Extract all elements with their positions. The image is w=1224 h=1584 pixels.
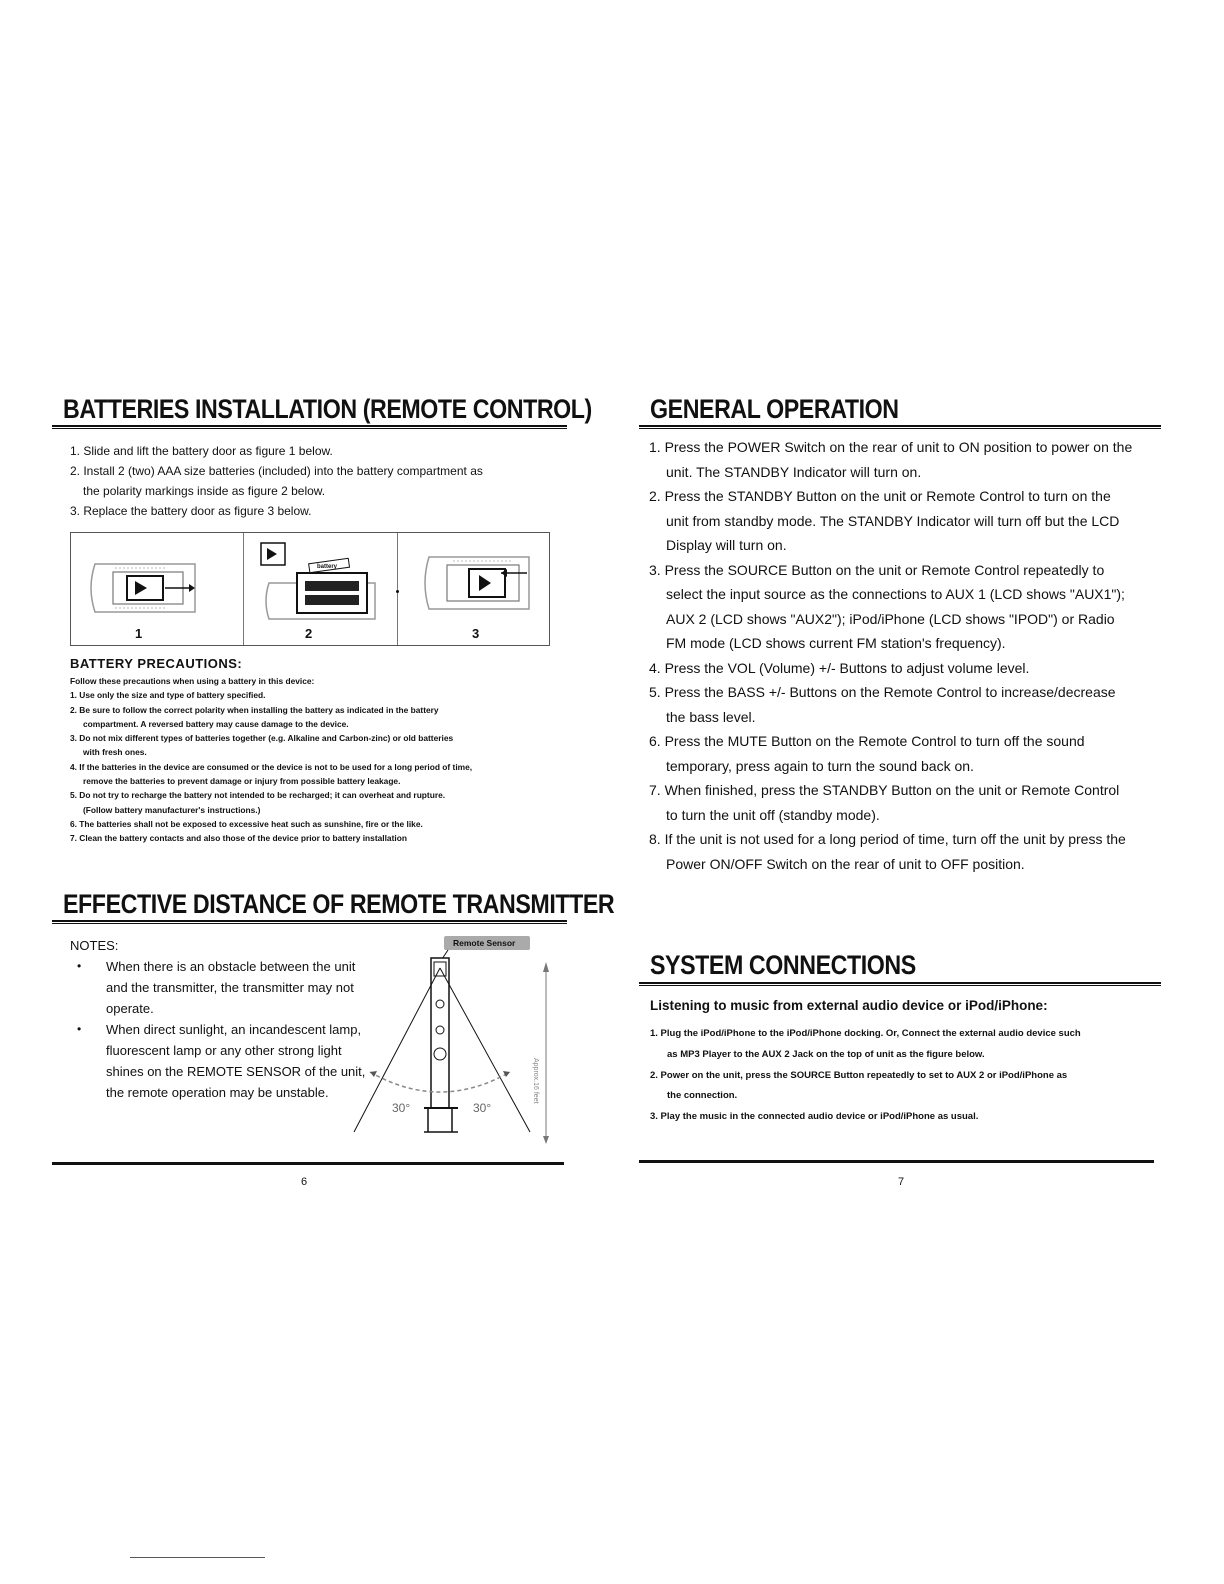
list-item: 2. Install 2 (two) AAA size batteries (included) into the battery compartment as (70, 464, 483, 478)
precautions-list (70, 674, 550, 846)
connection-steps (650, 1024, 1170, 1128)
list-item: with fresh ones. (83, 747, 147, 758)
list-item: unit. The STANDBY Indicator will turn on. (666, 463, 922, 480)
list-item: FM mode (LCD shows current FM station's frequency). (666, 635, 1006, 651)
list-item: 1. Press the POWER Switch on the rear of unit to ON position to power on the (649, 439, 1133, 455)
general-operation-title: GENERAL OPERATION (650, 394, 899, 424)
angle-left-label: 30° (392, 1101, 411, 1115)
list-item: Display will turn on. (666, 537, 787, 553)
general-steps (649, 435, 1169, 876)
listening-heading: Listening to music from external audio device or iPod/iPhone: (650, 998, 1048, 1013)
list-item: the polarity markings inside as figure 2 below. (83, 484, 326, 498)
page-number-right: 7 (898, 1176, 905, 1188)
distance-title-rule (52, 920, 567, 922)
battery-door-figure-1 (85, 558, 205, 618)
list-item: Power ON/OFF Switch on the rear of unit to OFF position. (666, 855, 1025, 872)
precautions-title: BATTERY PRECAUTIONS: (70, 656, 243, 671)
figure-battery-word: battery (317, 564, 338, 570)
list-item: 5. Press the BASS +/- Buttons on the Remote Control to increase/decrease (649, 684, 1116, 700)
list-item: the bass level. (666, 708, 756, 725)
list-item: the connection. (667, 1090, 738, 1102)
list-item: 4. If the batteries in the device are consumed or the device is not to be used for a long period of time, (70, 761, 473, 772)
list-item: • When direct sunlight, an incandescent lamp, fluorescent lamp or any other strong light shines on the REMOTE SENSOR of the unit, the remote operation may be unstable. (70, 1019, 370, 1103)
list-item: select the input source as the connections to AUX 1 (LCD shows "AUX1"); (666, 586, 1125, 602)
right-page (612, 0, 1224, 1584)
system-title-rule (639, 982, 1161, 984)
list-item: to turn the unit off (standby mode). (666, 806, 880, 823)
list-item: 6. Press the MUTE Button on the Remote Control to turn off the sound (649, 733, 1085, 749)
page-number-left: 6 (301, 1176, 308, 1188)
right-footer-rule (639, 1160, 1154, 1163)
remote-sensor-label: Remote Sensor (453, 938, 516, 948)
figure-label-3: 3 (472, 626, 480, 641)
distance-label: Approx.16 feet (532, 1058, 539, 1104)
notes-label: NOTES: (70, 938, 119, 953)
battery-steps (70, 441, 550, 521)
angle-right-label: 30° (473, 1101, 492, 1115)
list-item: 3. Press the SOURCE Button on the unit or Remote Control repeatedly to (649, 561, 1105, 578)
list-item: 2. Power on the unit, press the SOURCE Button repeatedly to set to AUX 2 or iPod/iPhone as (650, 1069, 1068, 1081)
batteries-title: BATTERIES INSTALLATION (REMOTE CONTROL) (63, 394, 592, 424)
notes-block (70, 935, 370, 1103)
figure-label-1: 1 (135, 626, 143, 641)
list-item: 1. Plug the iPod/iPhone to the iPod/iPhone docking. Or, Connect the external audio device such (650, 1028, 1081, 1039)
battery-door-figure-3 (417, 551, 537, 615)
bottom-underline (130, 1557, 265, 1558)
list-item: remove the batteries to prevent damage or injury from possible battery leakage. (83, 776, 401, 787)
remote-range-diagram (340, 932, 570, 1144)
list-item: 5. Do not try to recharge the battery not intended to be recharged; it can overheat and rupture. (70, 790, 446, 801)
distance-title: EFFECTIVE DISTANCE OF REMOTE TRANSMITTER (63, 889, 615, 919)
list-item: 1. Use only the size and type of battery specified. (70, 690, 266, 701)
list-item: 3. Play the music in the connected audio device or iPod/iPhone as usual. (650, 1111, 979, 1123)
list-item: 3. Do not mix different types of batteries together (e.g. Alkaline and Carbon-zinc) or old batteries (70, 733, 454, 744)
list-item: 4. Press the VOL (Volume) +/- Buttons to adjust volume level. (649, 659, 1030, 676)
batteries-title-rule (52, 425, 567, 427)
list-item: 1. Slide and lift the battery door as figure 1 below. (70, 444, 333, 458)
list-item: compartment. A reversed battery may cause damage to the device. (83, 718, 349, 729)
list-item: (Follow battery manufacturer's instructions.) (83, 804, 261, 815)
list-item: 8. If the unit is not used for a long period of time, turn off the unit by press the (649, 831, 1126, 847)
list-item: as MP3 Player to the AUX 2 Jack on the top of unit as the figure below. (667, 1048, 985, 1060)
list-item: 7. When finished, press the STANDBY Button on the unit or Remote Control (649, 782, 1120, 798)
list-item: AUX 2 (LCD shows "AUX2"); iPod/iPhone (LCD shows "IPOD") or Radio (666, 610, 1115, 627)
list-item: 6. The batteries shall not be exposed to excessive heat such as sunshine, fire or the like. (70, 818, 423, 829)
figure-label-2: 2 (305, 626, 313, 641)
list-item: unit from standby mode. The STANDBY Indicator will turn off but the LCD (666, 512, 1120, 529)
battery-figure (70, 532, 550, 646)
list-item: • When there is an obstacle between the unit and the transmitter, the transmitter may not operate. (70, 956, 370, 1019)
general-title-rule (639, 425, 1161, 427)
list-item: 3. Replace the battery door as figure 3 below. (70, 504, 312, 518)
battery-insert-figure-2 (257, 539, 387, 625)
list-item: 7. Clean the battery contacts and also those of the device prior to battery installation (70, 833, 407, 844)
list-item: Follow these precautions when using a battery in this device: (70, 676, 315, 686)
system-connections-title: SYSTEM CONNECTIONS (650, 950, 916, 980)
list-item: temporary, press again to turn the sound back on. (666, 757, 974, 774)
list-item: 2. Be sure to follow the correct polarity when installing the battery as indicated in the battery (70, 704, 439, 715)
list-item: 2. Press the STANDBY Button on the unit or Remote Control to turn on the (649, 488, 1111, 504)
left-footer-rule (52, 1162, 564, 1165)
